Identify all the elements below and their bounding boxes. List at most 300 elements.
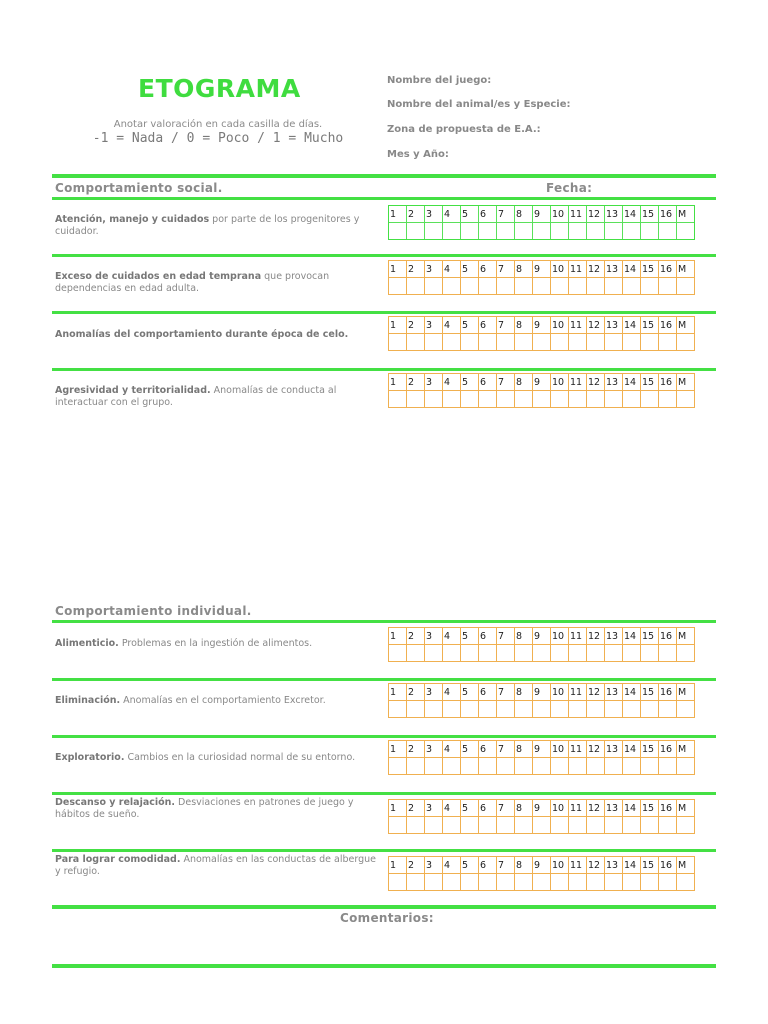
day-number: 2 [407,800,425,817]
day-number: 13 [605,800,623,817]
rating-cell[interactable] [551,758,569,775]
day-number: 9 [533,317,551,334]
rating-cell[interactable] [551,223,569,240]
day-number: 3 [425,628,443,645]
row-description: Desviaciones en patrones de juego y hábitos de sueño. [55,797,354,820]
rating-cell[interactable] [515,391,533,408]
day-number: 8 [515,628,533,645]
day-number: 15 [641,206,659,223]
day-number: 4 [443,206,461,223]
rating-cell[interactable] [461,391,479,408]
rating-cell[interactable] [659,758,677,775]
day-number: 4 [443,684,461,701]
rating-cell[interactable] [407,758,425,775]
rating-cell[interactable] [659,701,677,718]
day-grid [388,740,695,775]
date-label: Fecha: [546,181,593,195]
rating-cell[interactable] [587,758,605,775]
row-divider [52,368,716,371]
rating-entry-row [389,645,695,662]
day-grid [388,856,695,891]
rating-cell[interactable] [497,758,515,775]
rating-cell[interactable] [389,334,407,351]
rating-cell[interactable] [587,334,605,351]
rating-cell[interactable] [641,701,659,718]
row-title: Agresividad y territorialidad. [55,385,211,396]
section-divider [52,964,716,968]
rating-cell[interactable] [623,391,641,408]
rating-cell[interactable] [497,223,515,240]
rating-cell[interactable] [461,223,479,240]
social-row-heat [55,329,383,341]
individual-row-feeding [55,638,383,650]
day-number: 3 [425,800,443,817]
rating-cell[interactable] [533,874,551,891]
rating-entry-row [389,874,695,891]
day-number: 8 [515,800,533,817]
rating-cell[interactable] [515,278,533,295]
rating-cell[interactable] [587,645,605,662]
rating-cell[interactable] [389,817,407,834]
row-description: Cambios en la curiosidad normal de su entorno. [124,752,356,763]
day-number: M [677,857,695,874]
rating-cell[interactable] [425,391,443,408]
rating-cell[interactable] [443,874,461,891]
day-number: 12 [587,374,605,391]
rating-cell[interactable] [659,334,677,351]
rating-cell[interactable] [515,334,533,351]
rating-cell[interactable] [659,278,677,295]
rating-cell[interactable] [443,278,461,295]
rating-cell[interactable] [425,701,443,718]
rating-cell[interactable] [407,645,425,662]
day-number: 11 [569,628,587,645]
rating-cell[interactable] [677,817,695,834]
rating-cell[interactable] [641,758,659,775]
row-divider [52,849,716,852]
day-number: 11 [569,261,587,278]
day-number: 5 [461,628,479,645]
rating-cell[interactable] [443,334,461,351]
day-number: 7 [497,741,515,758]
rating-cell[interactable] [569,874,587,891]
day-number: 9 [533,857,551,874]
day-header-row [389,261,695,278]
rating-cell[interactable] [533,701,551,718]
day-number: 16 [659,374,677,391]
ea-zone-label: Zona de propuesta de E.A.: [387,124,541,135]
rating-cell[interactable] [533,817,551,834]
day-number: 1 [389,374,407,391]
rating-cell[interactable] [623,701,641,718]
day-number: 5 [461,317,479,334]
rating-cell[interactable] [551,278,569,295]
rating-cell[interactable] [497,645,515,662]
rating-cell[interactable] [443,645,461,662]
day-number: 15 [641,317,659,334]
rating-cell[interactable] [641,645,659,662]
rating-cell[interactable] [479,701,497,718]
day-number: 10 [551,317,569,334]
rating-cell[interactable] [677,334,695,351]
rating-cell[interactable] [605,334,623,351]
day-number: 12 [587,206,605,223]
day-header-row [389,628,695,645]
rating-cell[interactable] [605,391,623,408]
day-number: 11 [569,684,587,701]
row-description: Anomalías en el comportamiento Excretor. [120,695,326,706]
rating-cell[interactable] [443,758,461,775]
day-number: 16 [659,206,677,223]
rating-cell[interactable] [605,874,623,891]
row-divider [52,311,716,314]
rating-cell[interactable] [425,334,443,351]
rating-cell[interactable] [569,701,587,718]
rating-cell[interactable] [641,223,659,240]
day-number: 1 [389,800,407,817]
rating-cell[interactable] [461,874,479,891]
rating-cell[interactable] [641,817,659,834]
day-number: 5 [461,741,479,758]
rating-cell[interactable] [623,817,641,834]
rating-cell[interactable] [533,278,551,295]
rating-cell[interactable] [623,334,641,351]
rating-cell[interactable] [533,334,551,351]
day-number: 2 [407,857,425,874]
social-row-attention [55,214,383,238]
day-number: 12 [587,628,605,645]
rating-cell[interactable] [677,278,695,295]
day-number: 1 [389,684,407,701]
day-number: 16 [659,684,677,701]
day-number: 8 [515,261,533,278]
rating-cell[interactable] [515,645,533,662]
rating-cell[interactable] [569,391,587,408]
rating-cell[interactable] [623,645,641,662]
day-number: 14 [623,684,641,701]
day-number: 7 [497,261,515,278]
rating-cell[interactable] [515,223,533,240]
day-number: 1 [389,261,407,278]
day-number: M [677,800,695,817]
row-title: Anomalías del comportamiento durante época de celo. [55,329,349,340]
rating-cell[interactable] [389,391,407,408]
day-number: 10 [551,628,569,645]
day-number: 8 [515,857,533,874]
rating-cell[interactable] [515,758,533,775]
row-description: Anomalías en las conductas de albergue y refugio. [55,854,376,877]
rating-cell[interactable] [659,391,677,408]
day-number: 6 [479,741,497,758]
day-number: 16 [659,628,677,645]
rating-cell[interactable] [677,874,695,891]
rating-cell[interactable] [407,391,425,408]
rating-cell[interactable] [479,758,497,775]
day-number: 11 [569,857,587,874]
day-number: 4 [443,628,461,645]
rating-entry-row [389,701,695,718]
rating-cell[interactable] [587,874,605,891]
rating-cell[interactable] [587,391,605,408]
rating-cell[interactable] [587,223,605,240]
rating-cell[interactable] [497,701,515,718]
rating-cell[interactable] [407,223,425,240]
rating-cell[interactable] [497,874,515,891]
day-number: 14 [623,628,641,645]
day-number: 3 [425,206,443,223]
rating-cell[interactable] [533,758,551,775]
rating-cell[interactable] [641,391,659,408]
day-number: 2 [407,206,425,223]
day-number: 15 [641,261,659,278]
rating-cell[interactable] [551,334,569,351]
day-number: 8 [515,206,533,223]
individual-row-elimination [55,695,383,707]
rating-cell[interactable] [497,817,515,834]
row-title: Alimenticio. [55,638,119,649]
rating-cell[interactable] [407,817,425,834]
rating-cell[interactable] [605,817,623,834]
day-header-row [389,684,695,701]
day-grid [388,627,695,662]
rating-cell[interactable] [551,874,569,891]
day-number: 14 [623,800,641,817]
day-number: 6 [479,800,497,817]
day-number: 12 [587,800,605,817]
row-description: por parte de los progenitores y cuidador. [55,214,360,237]
day-number: 2 [407,628,425,645]
comments-label: Comentarios: [340,911,434,925]
day-number: 5 [461,206,479,223]
day-number: 14 [623,741,641,758]
day-number: 6 [479,206,497,223]
rating-cell[interactable] [569,758,587,775]
day-number: 2 [407,317,425,334]
day-number: 11 [569,374,587,391]
rating-cell[interactable] [461,278,479,295]
day-number: 10 [551,684,569,701]
rating-cell[interactable] [389,645,407,662]
rating-cell[interactable] [569,223,587,240]
rating-cell[interactable] [443,391,461,408]
day-header-row [389,857,695,874]
day-number: 9 [533,800,551,817]
rating-cell[interactable] [623,223,641,240]
day-number: 13 [605,261,623,278]
rating-cell[interactable] [389,223,407,240]
rating-cell[interactable] [443,701,461,718]
rating-cell[interactable] [497,278,515,295]
rating-cell[interactable] [587,701,605,718]
rating-cell[interactable] [479,645,497,662]
day-number: 13 [605,741,623,758]
rating-cell[interactable] [479,278,497,295]
rating-cell[interactable] [605,645,623,662]
day-number: 15 [641,800,659,817]
day-number: 4 [443,857,461,874]
rating-cell[interactable] [461,334,479,351]
rating-cell[interactable] [551,701,569,718]
rating-cell[interactable] [605,701,623,718]
rating-entry-row [389,391,695,408]
day-number: 1 [389,317,407,334]
rating-entry-row [389,817,695,834]
day-header-row [389,374,695,391]
rating-cell[interactable] [605,758,623,775]
rating-cell[interactable] [623,874,641,891]
rating-entry-row [389,223,695,240]
rating-cell[interactable] [533,391,551,408]
individual-row-rest [55,797,383,821]
rating-cell[interactable] [623,278,641,295]
day-number: 10 [551,206,569,223]
rating-cell[interactable] [533,645,551,662]
rating-cell[interactable] [479,334,497,351]
day-number: 16 [659,800,677,817]
rating-cell[interactable] [551,645,569,662]
rating-cell[interactable] [533,223,551,240]
rating-cell[interactable] [677,701,695,718]
rating-cell[interactable] [641,334,659,351]
rating-cell[interactable] [569,334,587,351]
row-title: Eliminación. [55,695,121,706]
rating-cell[interactable] [407,701,425,718]
rating-cell[interactable] [461,701,479,718]
day-number: 2 [407,741,425,758]
day-number: 1 [389,857,407,874]
rating-cell[interactable] [389,758,407,775]
day-number: 6 [479,374,497,391]
rating-cell[interactable] [659,817,677,834]
page-title: ETOGRAMA [138,74,301,103]
rating-cell[interactable] [461,645,479,662]
day-number: 4 [443,800,461,817]
day-number: 16 [659,741,677,758]
day-grid [388,373,695,408]
rating-cell[interactable] [443,817,461,834]
instructions-text: Anotar valoración en cada casilla de días. [113,119,323,130]
rating-entry-row [389,334,695,351]
rating-cell[interactable] [425,223,443,240]
rating-cell[interactable] [623,758,641,775]
day-number: 1 [389,628,407,645]
rating-cell[interactable] [677,645,695,662]
rating-cell[interactable] [425,817,443,834]
day-number: 9 [533,741,551,758]
day-number: 7 [497,628,515,645]
day-number: 2 [407,261,425,278]
day-number: 5 [461,800,479,817]
day-number: 5 [461,374,479,391]
rating-cell[interactable] [551,391,569,408]
day-number: 9 [533,628,551,645]
day-number: M [677,741,695,758]
day-number: 7 [497,374,515,391]
rating-cell[interactable] [461,758,479,775]
rating-scale: -1 = Nada / 0 = Poco / 1 = Mucho [92,131,344,146]
rating-cell[interactable] [605,223,623,240]
rating-cell[interactable] [407,334,425,351]
day-number: 4 [443,317,461,334]
rating-cell[interactable] [479,391,497,408]
rating-cell[interactable] [677,391,695,408]
row-divider [52,620,716,623]
row-title: Para lograr comodidad. [55,854,181,865]
rating-cell[interactable] [497,334,515,351]
rating-cell[interactable] [677,223,695,240]
rating-cell[interactable] [659,645,677,662]
rating-cell[interactable] [443,223,461,240]
social-row-overcare [55,271,383,295]
rating-cell[interactable] [425,874,443,891]
rating-cell[interactable] [569,645,587,662]
day-number: 12 [587,857,605,874]
day-number: 2 [407,684,425,701]
rating-cell[interactable] [425,758,443,775]
day-number: 11 [569,206,587,223]
rating-cell[interactable] [515,874,533,891]
rating-entry-row [389,758,695,775]
day-number: 8 [515,684,533,701]
rating-cell[interactable] [497,391,515,408]
rating-cell[interactable] [587,278,605,295]
day-number: 10 [551,741,569,758]
rating-cell[interactable] [461,817,479,834]
day-number: M [677,206,695,223]
day-number: 12 [587,684,605,701]
day-number: 14 [623,317,641,334]
day-grid [388,316,695,351]
day-number: 16 [659,317,677,334]
rating-cell[interactable] [425,645,443,662]
section-divider [52,174,716,178]
rating-cell[interactable] [407,278,425,295]
day-number: 13 [605,857,623,874]
rating-cell[interactable] [389,278,407,295]
day-number: 6 [479,857,497,874]
day-number: M [677,684,695,701]
day-number: 16 [659,857,677,874]
rating-cell[interactable] [641,278,659,295]
rating-cell[interactable] [479,817,497,834]
rating-cell[interactable] [605,278,623,295]
rating-cell[interactable] [425,278,443,295]
rating-cell[interactable] [569,817,587,834]
rating-cell[interactable] [479,223,497,240]
day-number: 14 [623,857,641,874]
rating-cell[interactable] [389,874,407,891]
rating-cell[interactable] [677,758,695,775]
rating-cell[interactable] [389,701,407,718]
rating-cell[interactable] [479,874,497,891]
row-description: Anomalías de conducta al interactuar con el grupo. [55,385,337,408]
rating-cell[interactable] [407,874,425,891]
rating-cell[interactable] [569,278,587,295]
day-number: 1 [389,741,407,758]
rating-cell[interactable] [641,874,659,891]
day-number: 11 [569,800,587,817]
rating-cell[interactable] [551,817,569,834]
rating-cell[interactable] [659,874,677,891]
day-number: 6 [479,684,497,701]
day-number: 4 [443,741,461,758]
day-number: 3 [425,684,443,701]
rating-cell[interactable] [587,817,605,834]
rating-cell[interactable] [515,817,533,834]
rating-cell[interactable] [659,223,677,240]
row-title: Descanso y relajación. [55,797,176,808]
rating-cell[interactable] [515,701,533,718]
